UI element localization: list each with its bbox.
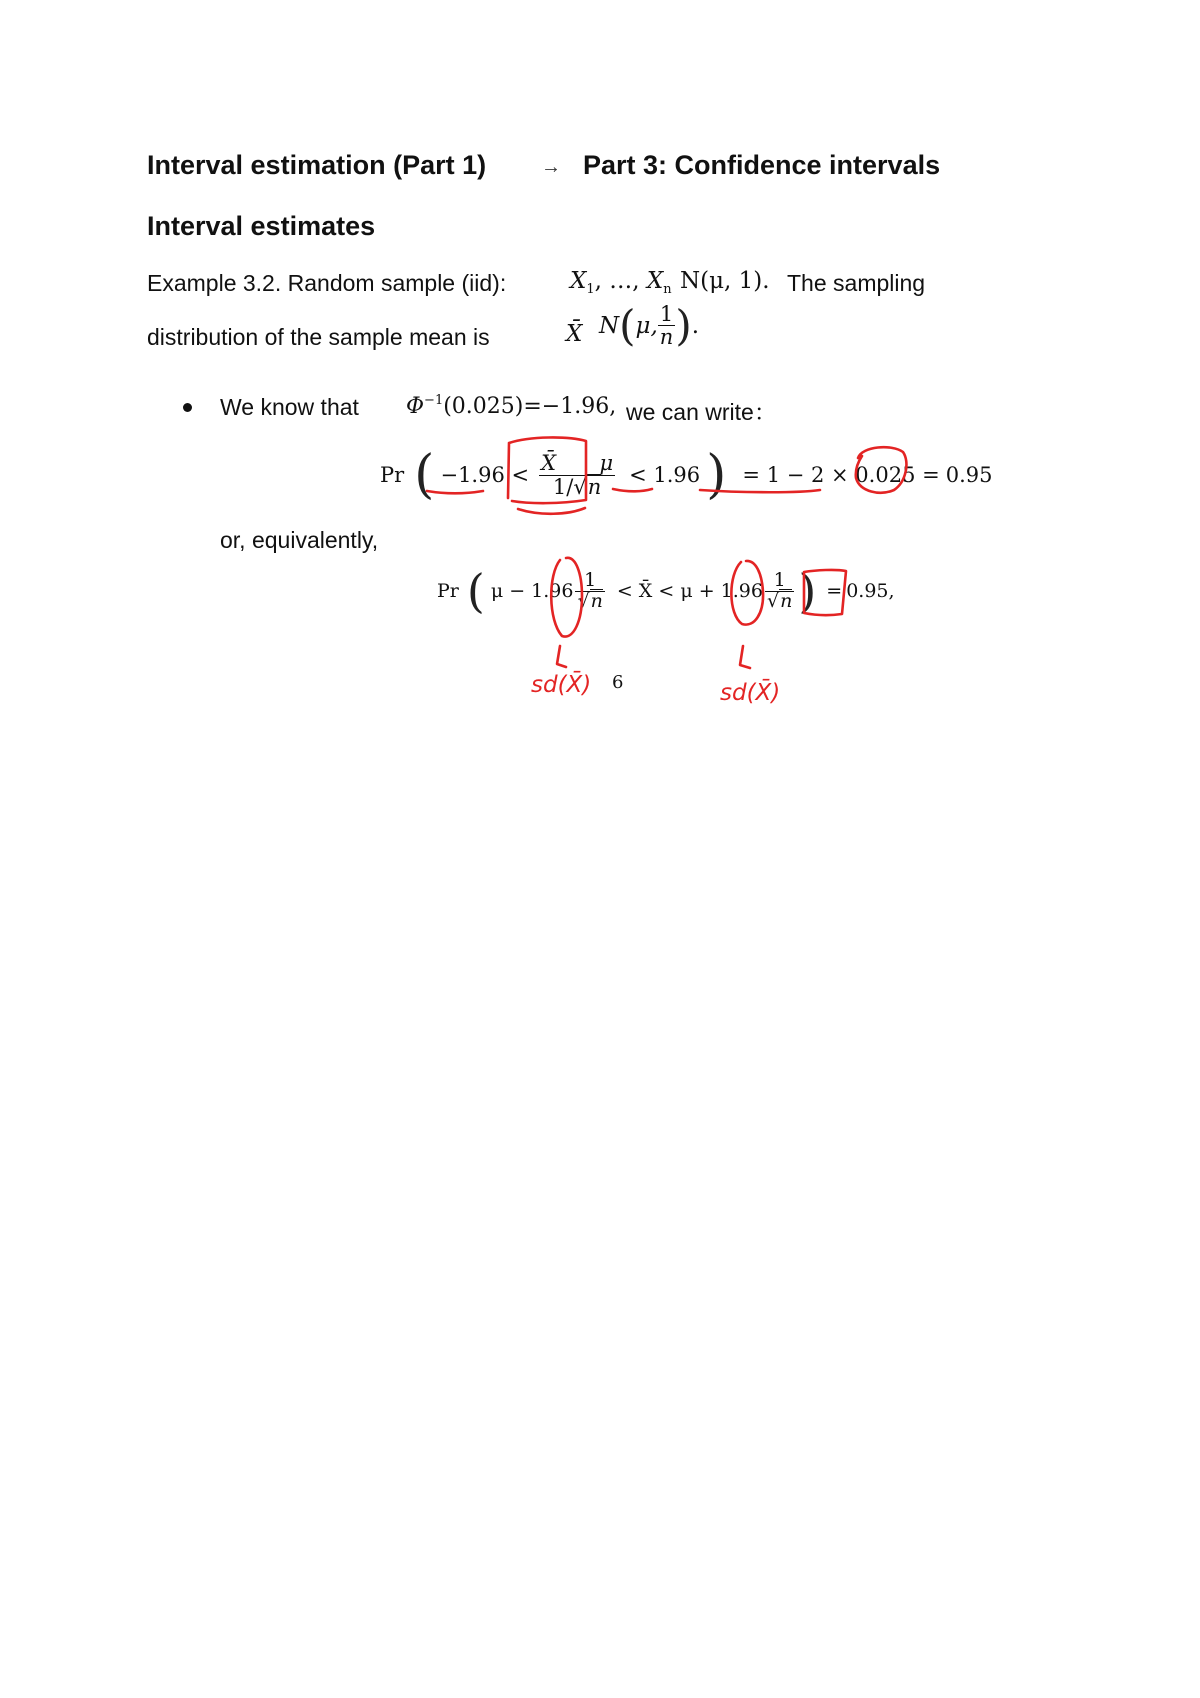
- equation-two: [437, 558, 895, 624]
- left-paren: (: [619, 300, 636, 350]
- xbar-text: X̄: [566, 321, 583, 347]
- section-heading: Interval estimates: [147, 211, 376, 241]
- eq2-right-denominator: √n: [766, 589, 793, 612]
- phi-argument: (0.025)=−1.96,: [443, 394, 617, 419]
- eq1-xbar: X̄: [541, 451, 557, 476]
- fraction-denominator: n: [659, 325, 674, 350]
- sampling-distribution: [599, 300, 700, 350]
- example-line2: distribution of the sample mean is: [147, 324, 490, 350]
- eq1-numerator: [539, 452, 615, 474]
- page-title-right: Part 3: Confidence intervals: [583, 150, 941, 180]
- eq1-result: 0.95: [945, 463, 993, 487]
- eq1-pr: Pr: [380, 463, 405, 487]
- bullet-lead: We know that: [220, 394, 359, 420]
- phi-inverse: [406, 393, 616, 419]
- eq2-fraction-right: [765, 568, 794, 612]
- xn-subscript: n: [663, 282, 672, 297]
- eq1-left: −1.96 <: [440, 463, 530, 487]
- eq2-left-denominator: √n: [577, 589, 603, 612]
- xn-symbol: X: [646, 268, 664, 294]
- eq1-standardized-fraction: [539, 452, 615, 497]
- eq1-left-paren: (: [414, 445, 435, 505]
- eq1-mu: μ: [599, 451, 614, 476]
- phi-symbol: Φ: [406, 394, 425, 419]
- example-intro: Example 3.2. Random sample (iid):: [147, 270, 507, 296]
- eq1-right: < 1.96: [629, 463, 701, 487]
- period: .: [691, 312, 700, 339]
- eq2-fraction-left: [575, 568, 604, 612]
- eq2-rhs: =: [826, 580, 843, 602]
- eq2-pr: Pr: [437, 580, 459, 602]
- eq1-den-n: n: [587, 474, 602, 499]
- equivalently-text: or, equivalently,: [220, 527, 379, 553]
- x1-subscript: 1: [586, 282, 595, 297]
- ink-arrow-left: [557, 646, 566, 667]
- arrow-icon: →: [541, 156, 561, 178]
- eq2-right-den-n: n: [780, 589, 793, 612]
- page-number: 6: [612, 672, 624, 693]
- eq2-mid: < X̄ < μ + 1.96: [616, 580, 763, 602]
- ink-arrow-right: [740, 646, 750, 668]
- sample-variables: [570, 268, 672, 297]
- fraction-one-over-n: [658, 303, 676, 348]
- eq2-right-numerator: 1: [773, 568, 786, 591]
- example-tail: The sampling: [787, 270, 926, 296]
- right-paren: ): [675, 300, 692, 350]
- eq1-right-paren: ): [706, 445, 727, 505]
- normal-symbol: N: [599, 312, 620, 339]
- bullet-icon: [183, 403, 192, 412]
- eq2-left-den-n: n: [590, 589, 603, 612]
- page-title-left: Interval estimation (Part 1): [147, 150, 487, 180]
- normal-distribution: N(μ, 1).: [680, 268, 770, 294]
- equation-one: [380, 440, 992, 510]
- annotation-sd-left: sd(X̄): [531, 672, 592, 698]
- eq2-result: 0.95,: [846, 580, 895, 602]
- eq1-den-prefix: 1/: [552, 474, 574, 499]
- eq2-right-paren: ): [798, 564, 817, 618]
- fraction-numerator: 1: [659, 302, 674, 326]
- mu-comma: μ,: [635, 312, 658, 339]
- bullet-tail: we can write：: [626, 399, 777, 425]
- eq2-left: μ − 1.96: [490, 580, 574, 602]
- eq1-rhs: = 1 − 2 × 0.025 =: [742, 463, 940, 487]
- phi-superscript: −1: [424, 393, 444, 408]
- annotation-sd-right: sd(X̄): [720, 680, 781, 706]
- xbar-symbol: [566, 321, 582, 347]
- x1-symbol: X: [570, 268, 587, 294]
- eq2-left-paren: (: [466, 564, 485, 618]
- eq2-left-numerator: 1: [584, 568, 597, 591]
- eq1-denominator: 1/√n: [539, 475, 615, 498]
- ellipsis: , …,: [594, 268, 647, 294]
